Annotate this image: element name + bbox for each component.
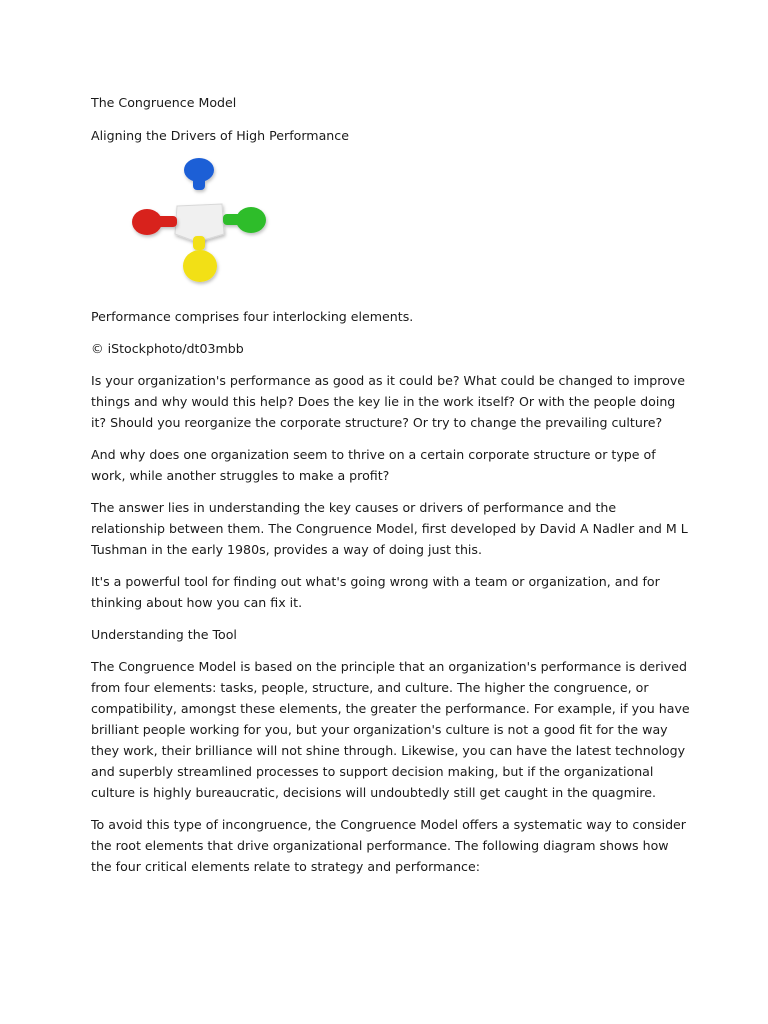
puzzle-figure <box>91 156 691 302</box>
paragraph: To avoid this type of incongruence, the Congruence Model offers a systematic way to consider the root elements that drive organizational performance. The following diagram shows how the four critical elements relate to strategy and performance: <box>91 817 686 874</box>
right-piece <box>223 207 266 233</box>
paragraph: Is your organization's performance as good as it could be? What could be changed to improve things and why would this help? Does the key lie in the work itself? Or with the people doing it? Should you reorganize the corporate structure? Or try to change the prevailing culture? <box>91 373 686 430</box>
puzzle-pieces-image <box>127 156 277 296</box>
section-heading: Understanding the Tool <box>91 627 237 642</box>
figure-credit: © iStockphoto/dt03mbb <box>91 341 244 356</box>
paragraph: It's a powerful tool for finding out what's going wrong with a team or organization, and for thinking about how you can fix it. <box>91 574 660 610</box>
bottom-piece <box>183 236 217 282</box>
document-subtitle: Aligning the Drivers of High Performance <box>91 128 349 143</box>
paragraph: The Congruence Model is based on the principle that an organization's performance is derived from four elements: tasks, people, structure, and culture. The higher the congruence, or compatibility, amongst these elements, the greater the performance. For example, if you have brilliant people working for you, but your organization's culture is not a good fit for the way they work, their brilliance will not shine through. Likewise, you can have the latest technology and superbly streamlined processes to support decision making, but if the organizational culture is highly bureaucratic, decisions will undoubtedly still get caught in the quagmire. <box>91 659 690 800</box>
document-title: The Congruence Model <box>91 95 237 110</box>
left-piece <box>132 209 177 235</box>
document-body <box>91 92 691 888</box>
paragraph: The answer lies in understanding the key causes or drivers of performance and the relationship between them. The Congruence Model, first developed by David A Nadler and M L Tushman in the early 1980s, provides a way of doing just this. <box>91 500 688 557</box>
figure-caption: Performance comprises four interlocking elements. <box>91 309 414 324</box>
paragraph: And why does one organization seem to thrive on a certain corporate structure or type of work, while another struggles to make a profit? <box>91 447 656 483</box>
top-piece <box>184 158 214 190</box>
